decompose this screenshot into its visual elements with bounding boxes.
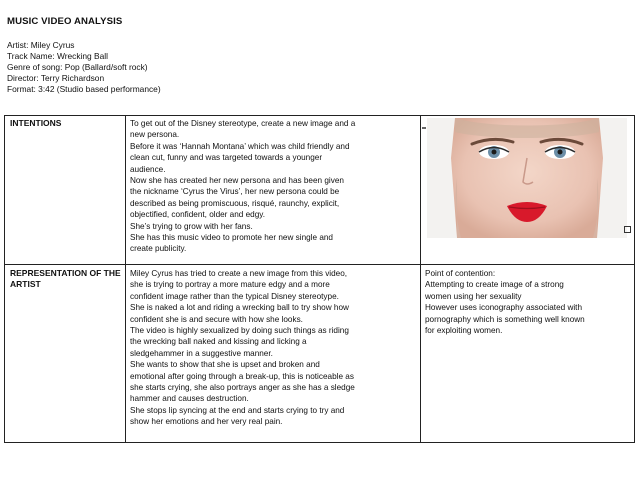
contention-line: Attempting to create image of a strong xyxy=(425,280,564,290)
representation-line: show her emotions and her very real pain. xyxy=(130,417,283,427)
contention-line: Point of contention: xyxy=(425,269,496,278)
representation-text xyxy=(126,265,421,443)
contention-line: However uses iconography associated with xyxy=(425,303,583,313)
table-row-representation xyxy=(5,265,635,443)
artist-photo xyxy=(427,118,627,238)
intentions-text xyxy=(126,116,421,265)
representation-line: confident image rather than the typical Disney stereotype. xyxy=(130,291,339,301)
representation-line: emotional after going through a break-up, this is noticeable as xyxy=(130,371,354,381)
contention-line: women using her sexuality xyxy=(425,291,522,301)
intentions-line: the nickname ‘Cyrus the Virus’, her new persona could be xyxy=(130,187,340,197)
intentions-line: described as being promiscuous, risqué, raunchy, explicit, xyxy=(130,198,340,208)
representation-line: hammer and causes destruction. xyxy=(130,394,249,404)
side-mark xyxy=(624,226,631,233)
song-details xyxy=(7,40,161,95)
artist-line: Artist: Miley Cyrus xyxy=(7,40,75,50)
contention-line: pornography which is something well known xyxy=(425,314,585,324)
intentions-line: Now she has created her new persona and has been given xyxy=(130,176,344,186)
track-name-line: Track Name: Wrecking Ball xyxy=(7,51,108,61)
representation-line: sledgehammer in a suggestive manner. xyxy=(130,348,273,358)
analysis-table xyxy=(4,115,635,443)
table-row-intentions xyxy=(5,116,635,265)
representation-line: The video is highly sexualized by doing such things as riding xyxy=(130,326,349,336)
representation-line: She stops lip syncing at the end and starts crying to try and xyxy=(130,405,345,415)
corner-mark xyxy=(422,127,426,129)
representation-line: confident she is and secure with how she looks. xyxy=(130,314,303,324)
genre-line: Genre of song: Pop (Ballard/soft rock) xyxy=(7,62,148,72)
intentions-line: clean cut, funny and was targeted towards a younger xyxy=(130,153,323,163)
intentions-line: new persona. xyxy=(130,130,180,140)
format-line: Format: 3:42 (Studio based performance) xyxy=(7,84,161,94)
representation-line: She is naked a lot and riding a wrecking ball to try show how xyxy=(130,303,349,313)
representation-line: She wants to show that she is upset and broken and xyxy=(130,360,320,370)
representation-line: she is trying to portray a more mature edgy and a more xyxy=(130,280,330,290)
contention-text xyxy=(421,265,635,443)
representation-heading: REPRESENTATION OF THE ARTIST xyxy=(5,265,126,443)
intentions-line: To get out of the Disney stereotype, create a new image and a xyxy=(130,119,356,128)
representation-line: she starts crying, she also portrays anger as she has a sledge xyxy=(130,383,355,393)
intentions-line: She’s trying to grow with her fans. xyxy=(130,221,253,231)
intentions-heading: INTENTIONS xyxy=(5,116,126,265)
intentions-line: Before it was ‘Hannah Montana’ which was child friendly and xyxy=(130,141,350,151)
representation-line: Miley Cyrus has tried to create a new image from this video, xyxy=(130,269,348,278)
intentions-line: create publicity. xyxy=(130,244,187,254)
intentions-line: objectified, confident, older and edgy. xyxy=(130,210,266,220)
representation-line: the wrecking ball naked and kissing and licking a xyxy=(130,337,307,347)
intentions-line: audience. xyxy=(130,164,166,174)
page-title: MUSIC VIDEO ANALYSIS xyxy=(7,16,123,27)
director-line: Director: Terry Richardson xyxy=(7,73,105,83)
artist-photo-cell xyxy=(421,116,635,265)
contention-line: for exploiting women. xyxy=(425,326,503,336)
intentions-line: She has this music video to promote her new single and xyxy=(130,233,333,243)
